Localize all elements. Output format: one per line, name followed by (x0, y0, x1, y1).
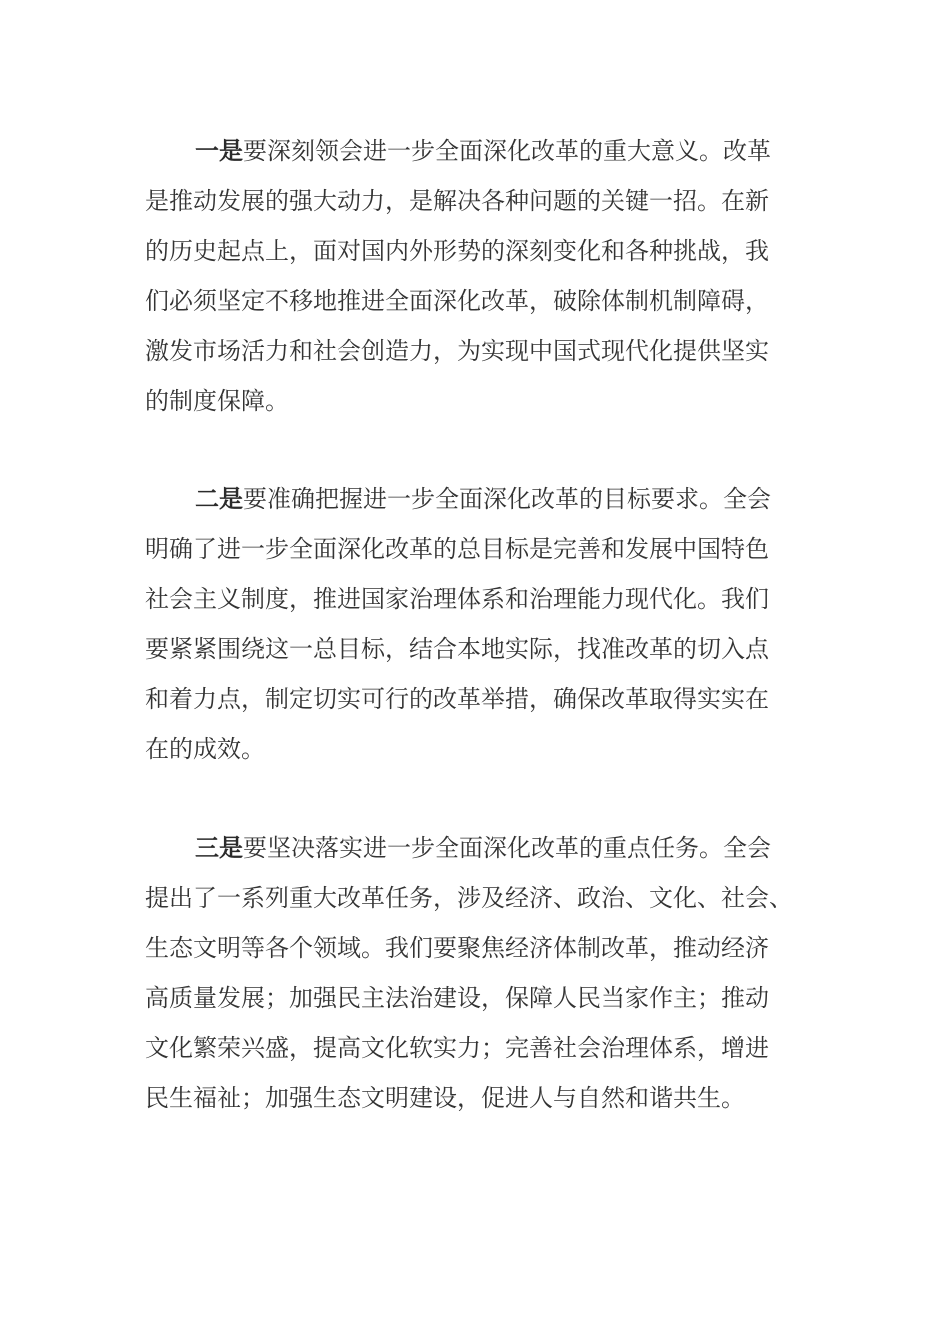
paragraph-line: 民生福祉；加强生态文明建设，促进人与自然和谐共生。 (145, 1084, 745, 1112)
paragraph-lead: 一是 (195, 137, 243, 165)
paragraph-lead: 二是 (195, 485, 243, 513)
paragraph-line: 和着力点，制定切实可行的改革举措，确保改革取得实实在 (145, 685, 769, 713)
paragraph-line: 的制度保障。 (145, 387, 289, 415)
paragraph-2 (145, 474, 805, 774)
paragraph-line-text: 要坚决落实进一步全面深化改革的重点任务。全会 (243, 834, 771, 862)
paragraph-line: 在的成效。 (145, 735, 265, 763)
paragraph-line: 要紧紧围绕这一总目标，结合本地实际，找准改革的切入点 (145, 635, 769, 663)
paragraph-line: 是推动发展的强大动力，是解决各种问题的关键一招。在新 (145, 187, 769, 215)
paragraph-line (145, 474, 805, 524)
paragraph-line (145, 823, 805, 873)
paragraph-1 (145, 126, 805, 426)
paragraph-lead: 三是 (195, 834, 243, 862)
paragraph-line: 生态文明等各个领域。我们要聚焦经济体制改革，推动经济 (145, 934, 769, 962)
paragraph-line: 的历史起点上，面对国内外形势的深刻变化和各种挑战，我 (145, 237, 769, 265)
paragraph-line: 文化繁荣兴盛，提高文化软实力；完善社会治理体系，增进 (145, 1034, 769, 1062)
paragraph-line: 高质量发展；加强民主法治建设，保障人民当家作主；推动 (145, 984, 769, 1012)
paragraph-line: 明确了进一步全面深化改革的总目标是完善和发展中国特色 (145, 535, 769, 563)
paragraph-line: 社会主义制度，推进国家治理体系和治理能力现代化。我们 (145, 585, 769, 613)
paragraph-line-text: 要深刻领会进一步全面深化改革的重大意义。改革 (243, 137, 771, 165)
paragraph-3 (145, 823, 805, 1123)
paragraph-line (145, 126, 805, 176)
paragraph-line-text: 要准确把握进一步全面深化改革的目标要求。全会 (243, 485, 771, 513)
paragraph-line: 们必须坚定不移地推进全面深化改革，破除体制机制障碍， (145, 287, 769, 315)
paragraph-line: 提出了一系列重大改革任务，涉及经济、政治、文化、社会、 (145, 884, 793, 912)
paragraph-line: 激发市场活力和社会创造力，为实现中国式现代化提供坚实 (145, 337, 769, 365)
